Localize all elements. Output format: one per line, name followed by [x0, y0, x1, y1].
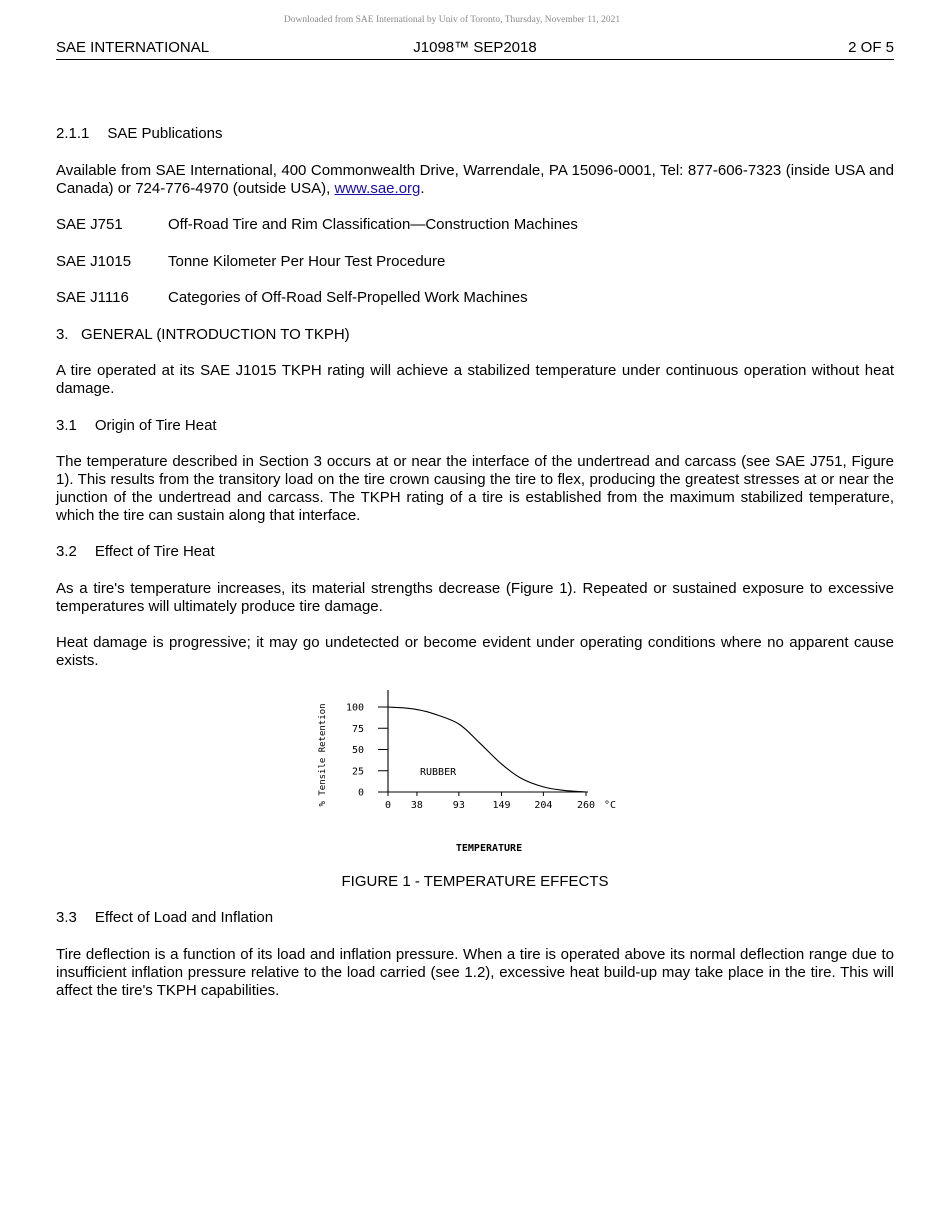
header-document-number: J1098™ SEP2018 — [413, 39, 537, 56]
section-title: Effect of Load and Inflation — [94, 909, 274, 926]
reference-code: SAE J751 — [56, 216, 123, 233]
reference-title: Categories of Off-Road Self-Propelled Work Machines — [168, 289, 528, 306]
section-number: 2.1.1 — [56, 125, 90, 142]
reference-code: SAE J1015 — [56, 253, 132, 270]
chart-axes — [378, 690, 588, 792]
x-axis-label: TEMPERATURE — [455, 843, 523, 854]
section-3-paragraph: A tire operated at its SAE J1015 TKPH rating will achieve a stabilized temperature under continuous operation without heat damage. — [56, 362, 894, 397]
reference-title: Off-Road Tire and Rim Classification—Construction Machines — [168, 216, 578, 233]
y-axis-label: % Tensile Retention — [318, 703, 328, 807]
x-tick-label: 260 — [576, 800, 596, 811]
x-axis-unit: °C — [604, 800, 617, 811]
sae-website-link[interactable]: www.sae.org — [334, 180, 421, 197]
section-number: 3.3 — [56, 909, 77, 926]
x-tick-label: 38 — [410, 800, 423, 811]
availability-paragraph: Available from SAE International, 400 Commonwealth Drive, Warrendale, PA 15096-0001, Tel: 877-606-7323 (inside USA and Canada) or 724-776-4970 (outside USA), www.sae.org. — [56, 162, 894, 197]
y-tick-label: 50 — [351, 745, 364, 756]
section-3-2-paragraph-1: As a tire's temperature increases, its material strengths decrease (Figure 1). Repeated or sustained exposure to excessive temperatures will ultimately produce tire damage. — [56, 580, 894, 615]
section-number: 3.2 — [56, 543, 77, 560]
rubber-tensile-retention-line — [388, 707, 586, 792]
rubber-annotation: RUBBER — [420, 767, 457, 778]
section-3-3-heading — [56, 909, 273, 927]
reference-code: SAE J1116 — [56, 289, 129, 306]
y-tick-label: 75 — [351, 723, 364, 735]
x-tick-label: 149 — [492, 800, 511, 811]
x-tick-label: 93 — [452, 800, 465, 811]
temperature-effects-chart — [300, 680, 640, 860]
section-3-2-paragraph-2: Heat damage is progressive; it may go undetected or become evident under operating conditions where no apparent cause exists. — [56, 634, 894, 669]
section-number: 3.1 — [56, 417, 77, 434]
section-title: SAE Publications — [107, 125, 223, 142]
x-tick-label: 0 — [384, 800, 392, 811]
section-3-2-heading — [56, 543, 215, 561]
section-title: Effect of Tire Heat — [94, 543, 215, 560]
x-tick-label: 204 — [534, 800, 553, 811]
section-title: Origin of Tire Heat — [94, 417, 217, 434]
y-tick-label: 100 — [345, 702, 364, 714]
y-tick-label: 0 — [357, 787, 364, 799]
header-rule — [56, 59, 894, 60]
section-3-heading: 3. GENERAL (INTRODUCTION TO TKPH) — [56, 326, 350, 343]
section-3-1-heading — [56, 417, 217, 435]
download-watermark: Downloaded from SAE International by Univ of Toronto, Thursday, November 11, 2021 — [283, 15, 621, 25]
y-tick-label: 25 — [351, 766, 364, 778]
header-publisher: SAE INTERNATIONAL — [56, 39, 210, 56]
reference-title: Tonne Kilometer Per Hour Test Procedure — [168, 253, 446, 270]
section-3-1-paragraph: The temperature described in Section 3 occurs at or near the interface of the undertread and carcass (see SAE J751, Figure 1). This results from the transitory load on the tire crown causing the tire to flex, producing the greatest stresses at or near the junction of the undertread and carcass. The TKPH rating of a tire is established from the maximum stabilized temperature, which the tire can sustain along that interface. — [56, 453, 894, 524]
section-3-3-paragraph: Tire deflection is a function of its load and inflation pressure. When a tire is operated above its normal deflection range due to insufficient inflation pressure relative to the load carried (see 1.2), excessive heat build-up may take place in the tire. This will affect the tire's TKPH capabilities. — [56, 946, 894, 999]
figure-caption: FIGURE 1 - TEMPERATURE EFFECTS — [341, 873, 609, 890]
section-2-1-1-heading — [56, 125, 222, 143]
chart-ticks — [346, 703, 595, 812]
header-page-number: 2 OF 5 — [848, 39, 894, 56]
